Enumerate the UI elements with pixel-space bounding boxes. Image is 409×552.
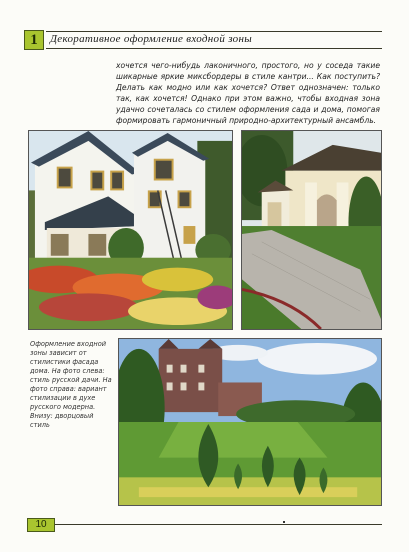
footer-rule [55, 524, 382, 525]
caption-text: Оформление входной зоны зависит от стилистики фасада дома. На фото слева: стиль русской дачи. На фото справа: вариант стилизации в духе русского модерна. Внизу: дворцовый стиль [30, 340, 112, 429]
chapter-title: Декоративное оформление входной зоны [50, 33, 252, 45]
dacha-house-illustration [29, 131, 232, 329]
footer-dot [283, 521, 285, 523]
photo-dacha-house [28, 130, 233, 330]
chapter-number: 1 [24, 30, 44, 50]
photo-caption [30, 340, 114, 430]
photo-palace [118, 338, 382, 506]
palace-illustration [119, 339, 381, 505]
body-text: хочется чего-нибудь лаконичного, простого, но у соседа такие шикарные яркие миксбордеры в стиле кантри... Как поступить? Делать как модно или как хочется? Ответ однозначен: только так, как хочется! Однако при этом важно, чтобы входная зона удачно сочеталась со стилем оформления сада и дома, помогая формировать гармоничный природно-архитектурный ансамбль. [116, 61, 380, 125]
modern-entrance-illustration [242, 131, 381, 329]
body-paragraph [116, 60, 380, 126]
page-number: 10 [27, 518, 55, 532]
photo-modern-entrance [241, 130, 382, 330]
